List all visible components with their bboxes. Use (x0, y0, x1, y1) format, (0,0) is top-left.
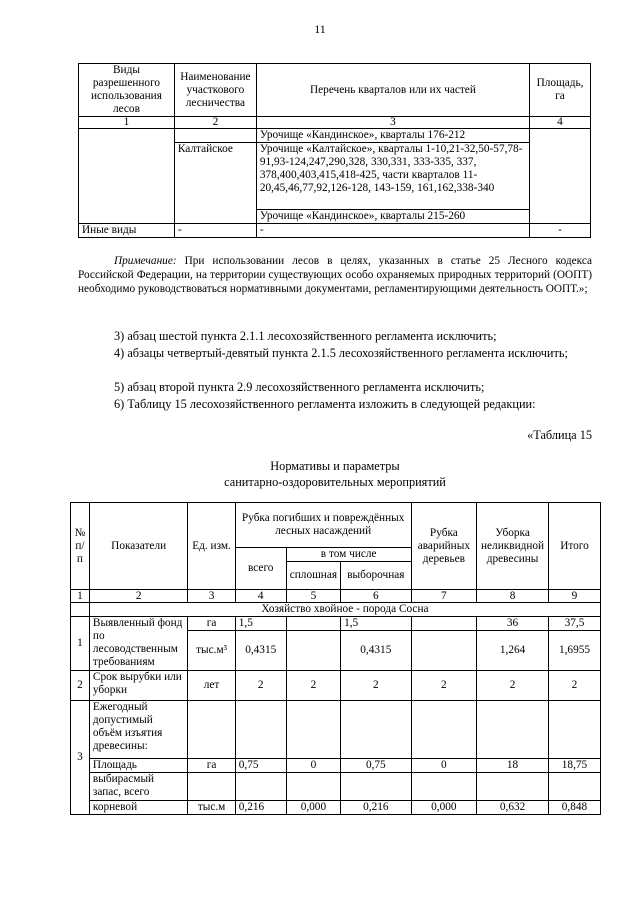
table-cell: - (530, 224, 591, 238)
column-number: 7 (411, 590, 477, 603)
value-cell: 2 (548, 671, 600, 701)
column-number: 1 (71, 590, 90, 603)
value-cell (286, 631, 340, 671)
row-number: 2 (71, 671, 90, 701)
note-text: При использовании лесов в целях, указанных в статье 25 Лесного кодекса Российской Федерации, на территории существующих особо охраняемых природных территорий (ООПТ) необходимо руководствоваться нормативными документами, регламентирующими деятельность ООПТ.»; (78, 255, 592, 295)
value-cell: 18,75 (548, 759, 600, 773)
forest-use-table (78, 63, 591, 238)
unit-cell: га (188, 617, 235, 631)
row-label: Ежегодный допустимый объём изъятия древесины: (89, 701, 188, 759)
unit-cell: тыс.м (188, 801, 235, 815)
table-row (79, 224, 591, 238)
note-label: Примечание: (114, 255, 177, 267)
table-cell: - (174, 224, 256, 238)
table-cell (286, 773, 340, 801)
value-cell (286, 617, 340, 631)
row-label: выбирасмый запас, всего (89, 773, 188, 801)
row-label: Срок вырубки или уборки (89, 671, 188, 701)
table-cell (548, 701, 600, 759)
table-cell (548, 773, 600, 801)
row-label: Площадь (89, 759, 188, 773)
table-reference: «Таблица 15 (527, 428, 592, 442)
table-row (79, 129, 591, 143)
value-cell: 1,264 (477, 631, 549, 671)
header-cell: Виды разрешенного использования лесов (79, 64, 175, 117)
value-cell: 18 (477, 759, 549, 773)
table-cell (477, 773, 549, 801)
table-cell (174, 210, 256, 224)
column-number: 4 (530, 117, 591, 129)
section-title: Хозяйство хвойное - порода Сосна (89, 603, 600, 617)
table-header-row (71, 503, 601, 548)
table-row (71, 773, 601, 801)
value-cell: 0,000 (411, 801, 477, 815)
column-number: 4 (235, 590, 286, 603)
paragraph: 3) абзац шестой пункта 2.1.1 лесохозяйственного регламента исключить; (114, 329, 497, 343)
value-cell: 2 (286, 671, 340, 701)
value-cell: 2 (411, 671, 477, 701)
section-row (71, 603, 601, 617)
value-cell: 0,75 (235, 759, 286, 773)
value-cell: 0,000 (286, 801, 340, 815)
value-cell: 0,632 (477, 801, 549, 815)
header-cell-num: № п/п (71, 503, 90, 590)
table-title-line-1: Нормативы и параметры (270, 459, 400, 473)
value-cell: 0 (411, 759, 477, 773)
value-cell: 1,5 (341, 617, 412, 631)
header-cell-total: Итого (548, 503, 600, 590)
header-cell: Наименование участкового лесничества (174, 64, 256, 117)
header-cell-unit: Ед. изм. (188, 503, 235, 590)
value-cell: 2 (341, 671, 412, 701)
column-number: 6 (341, 590, 412, 603)
value-cell: 2 (235, 671, 286, 701)
value-cell: 1,6955 (548, 631, 600, 671)
paragraph: 5) абзац второй пункта 2.9 лесохозяйственного регламента исключить; (114, 380, 485, 394)
table-cell (286, 701, 340, 759)
value-cell: 36 (477, 617, 549, 631)
table-cell: Урочище «Кандинское», кварталы 176-212 (256, 129, 529, 143)
table-cell (530, 129, 591, 224)
unit-cell: лет (188, 671, 235, 701)
table-cell (341, 773, 412, 801)
value-cell: 0,216 (341, 801, 412, 815)
row-number: 1 (71, 617, 90, 671)
row-number: 3 (71, 701, 90, 815)
column-number-row (79, 117, 591, 129)
column-number: 5 (286, 590, 340, 603)
sanitary-measures-table (70, 502, 601, 815)
table-row (71, 701, 601, 759)
value-cell: 1,5 (235, 617, 286, 631)
table-cell (71, 603, 90, 617)
row-label: Выявленный фонд по лесоводственным требованиям (89, 617, 188, 671)
column-number: 3 (188, 590, 235, 603)
table-cell: Урочище «Кандинское», кварталы 215-260 (256, 210, 529, 224)
table-cell (79, 129, 175, 224)
header-cell: Перечень кварталов или их частей (256, 64, 529, 117)
table-cell: - (256, 224, 529, 238)
value-cell (411, 631, 477, 671)
page-number: 11 (314, 22, 326, 36)
table-header-row (79, 64, 591, 117)
column-number-row (71, 590, 601, 603)
value-cell: 0,848 (548, 801, 600, 815)
table-row (71, 759, 601, 773)
table-cell: Калтайское (174, 143, 256, 210)
table-cell: Иные виды (79, 224, 175, 238)
header-cell-including: в том числе (286, 548, 411, 562)
table-cell: Урочище «Калтайское», кварталы 1-10,21-32,50-57,78-91,93-124,247,290,328, 330,331, 333-335, 337, 378,400,403,415,418-425, части кварталов 11-20,45,46,77,92,126-128, 143-159, 161,162,338-340 (256, 143, 529, 210)
header-cell-cleanup: Уборка неликвидной древесины (477, 503, 549, 590)
value-cell: 0,75 (341, 759, 412, 773)
value-cell: 0 (286, 759, 340, 773)
value-cell: 0,216 (235, 801, 286, 815)
paragraph: 6) Таблицу 15 лесохозяйственного регламента изложить в следующей редакции: (114, 397, 536, 411)
header-cell-total-cut: всего (235, 548, 286, 590)
table-row (71, 801, 601, 815)
header-cell-indicators: Показатели (89, 503, 188, 590)
header-cell-clear: сплошная (286, 562, 340, 590)
value-cell: 2 (477, 671, 549, 701)
table-cell (235, 773, 286, 801)
header-cell-emergency: Рубка аварийных деревьев (411, 503, 477, 590)
table-cell (341, 701, 412, 759)
table-cell (477, 701, 549, 759)
value-cell: 0,4315 (235, 631, 286, 671)
table-cell (235, 701, 286, 759)
table-cell (411, 701, 477, 759)
column-number: 8 (477, 590, 549, 603)
paragraph: 4) абзацы четвертый-девятый пункта 2.1.5 лесохозяйственного регламента исключить; (114, 346, 568, 360)
table-cell (188, 701, 235, 759)
column-number: 2 (174, 117, 256, 129)
table-row (71, 617, 601, 631)
table-title-line-2: санитарно-оздоровительных мероприятий (224, 475, 446, 489)
value-cell (411, 617, 477, 631)
table-cell (411, 773, 477, 801)
column-number: 2 (89, 590, 188, 603)
unit-cell: га (188, 759, 235, 773)
table-cell (174, 129, 256, 143)
column-number: 1 (79, 117, 175, 129)
column-number: 3 (256, 117, 529, 129)
unit-cell: тыс.м³ (188, 631, 235, 671)
table-note (78, 254, 592, 296)
header-cell-selective: выборочная (341, 562, 412, 590)
row-label: корневой (89, 801, 188, 815)
table-cell (188, 773, 235, 801)
value-cell: 0,4315 (341, 631, 412, 671)
value-cell: 37,5 (548, 617, 600, 631)
header-cell-group: Рубка погибших и повреждённых лесных насаждений (235, 503, 411, 548)
table-row (71, 671, 601, 701)
header-cell: Площадь, га (530, 64, 591, 117)
column-number: 9 (548, 590, 600, 603)
